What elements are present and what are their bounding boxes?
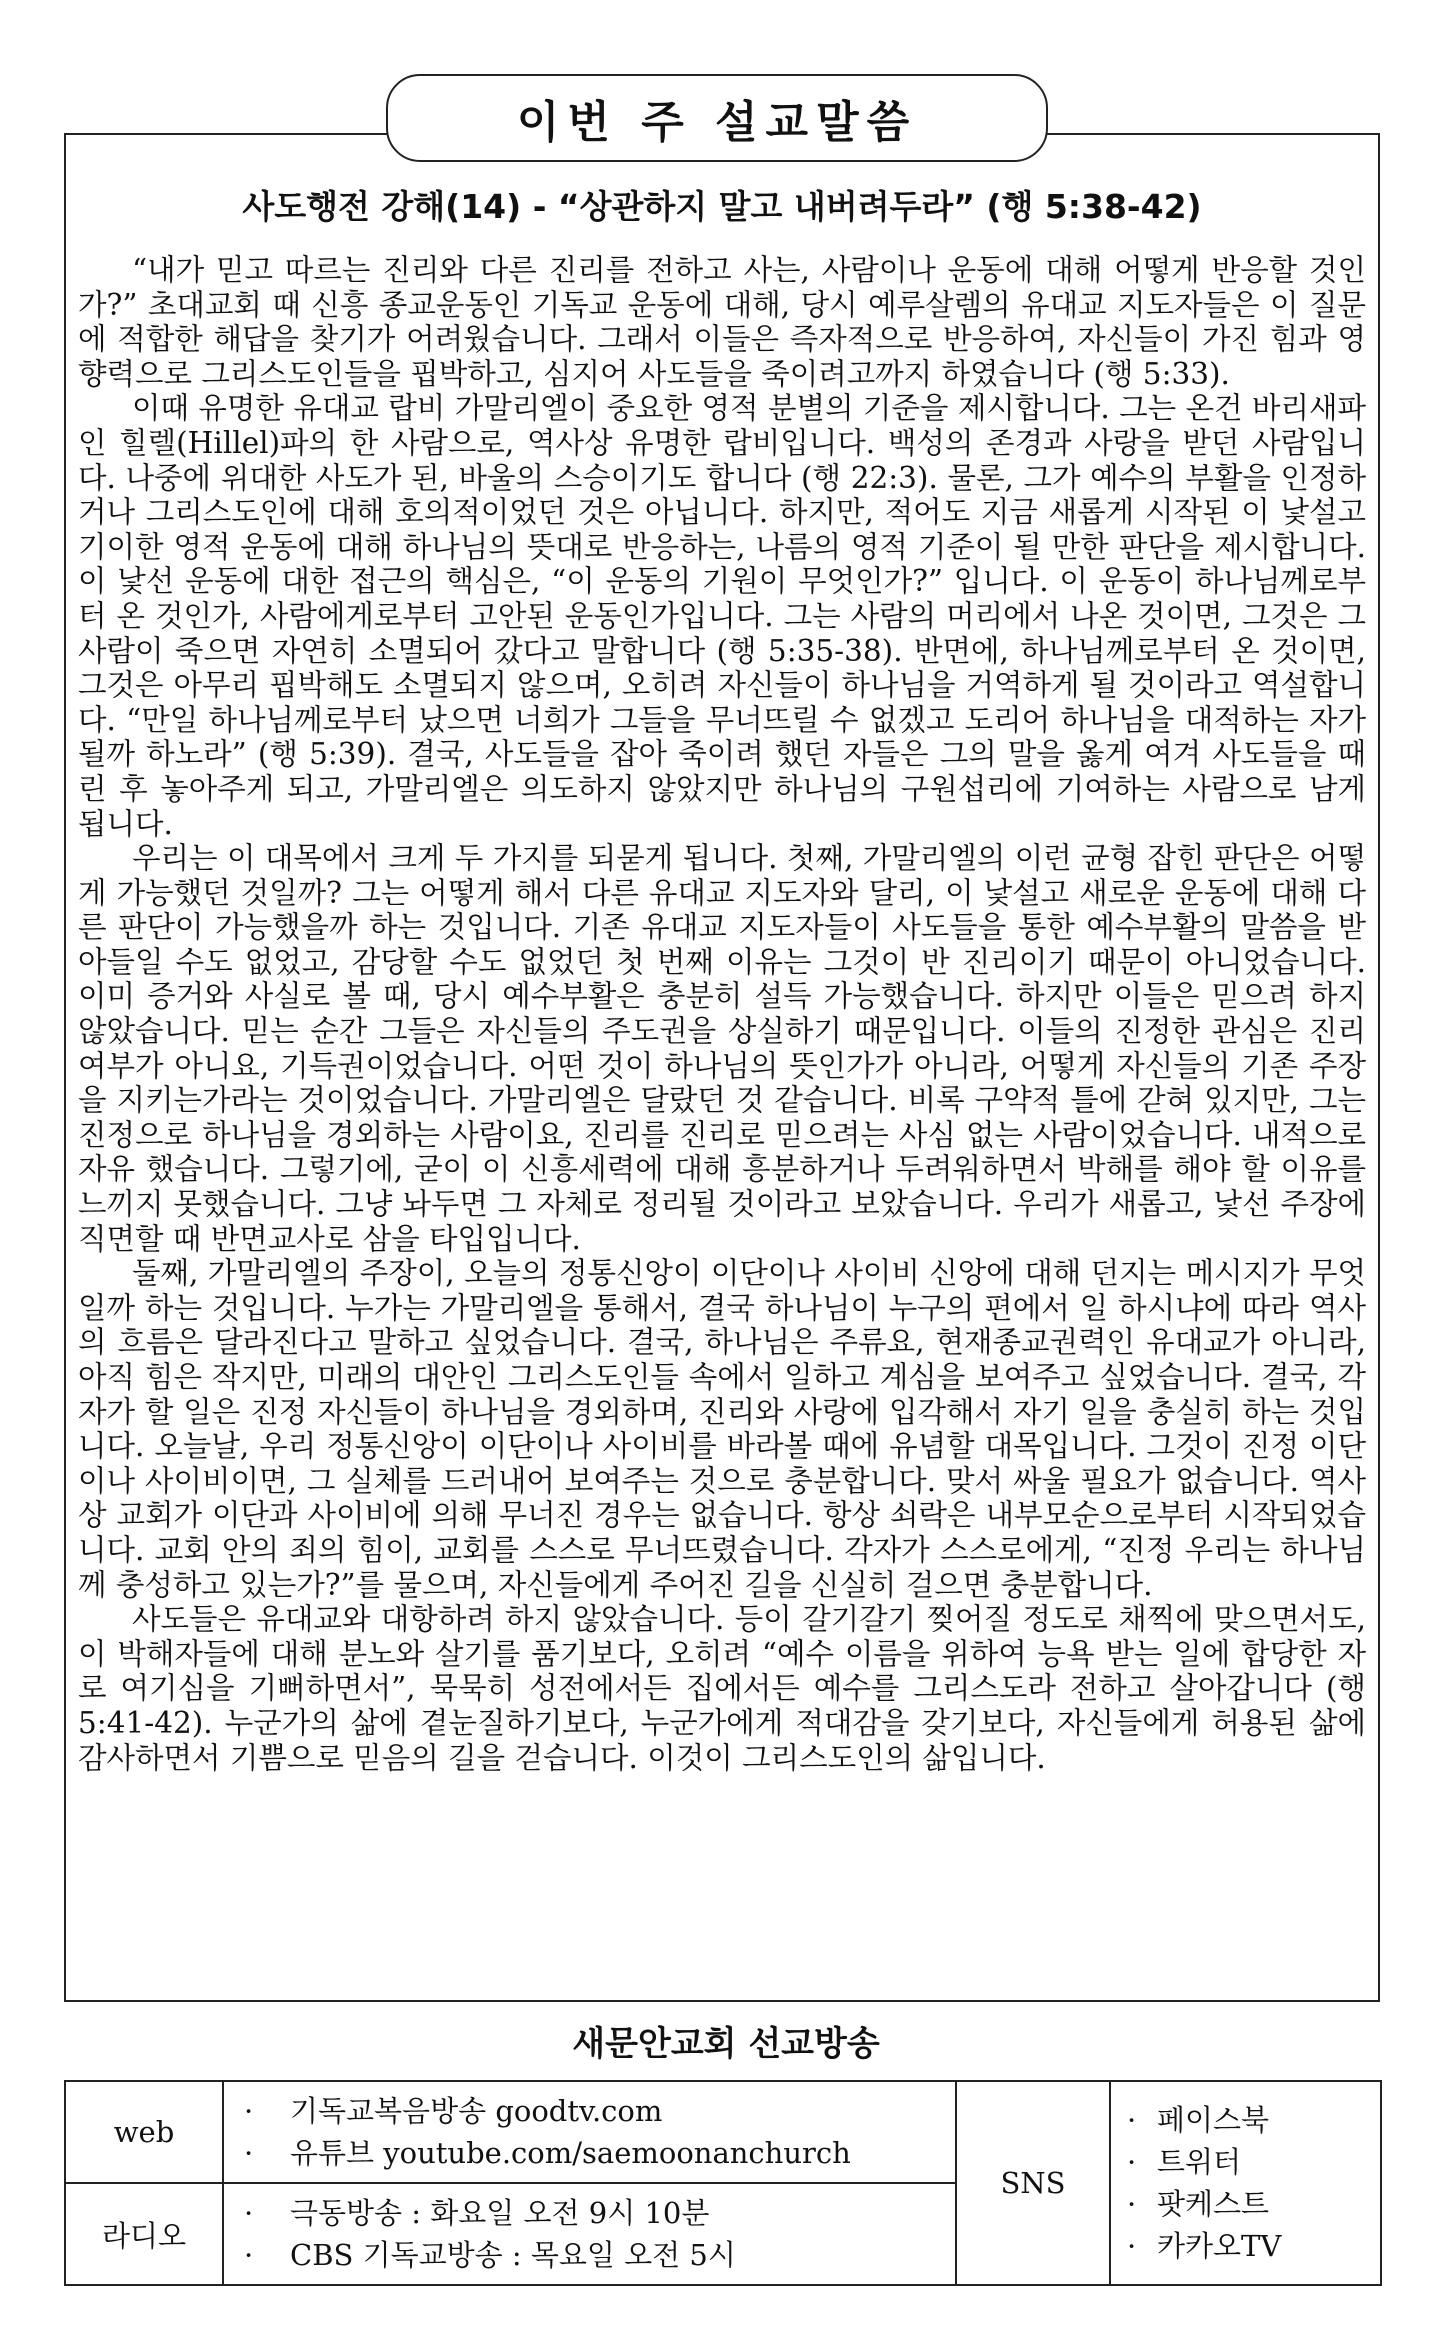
list-item — [244, 2132, 955, 2174]
radio-item-febc: 극동방송 : 화요일 오전 9시 10분 — [290, 2196, 710, 2230]
bullet-icon: · — [1127, 2187, 1137, 2221]
broadcast-row-web — [65, 2081, 1381, 2183]
web-label: web — [65, 2081, 223, 2183]
sns-items — [1110, 2081, 1381, 2285]
list-item — [1127, 2099, 1380, 2141]
sermon-paragraph: 이때 유명한 유대교 랍비 가말리엘이 중요한 영적 분별의 기준을 제시합니다. 그는 온건 바리새파인 힐렐(Hillel)파의 한 사람으로, 역사상 유명한 랍비입니다. 백성의 존경과 사랑을 받던 사람입니다. 나중에 위대한 사도가 된, 바울의 스승이기도 합니다 (행 22:3). 물론, 그가 예수의 부활을 인정하거나 그리스도인에 대해 호의적이었던 것은 아닙니다. 하지만, 적어도 지금 새롭게 시작된 이 낯설고 기이한 영적 운동에 대해 하나님의 뜻대로 반응하는, 나름의 영적 기준이 될 만한 판단을 제시합니다. 이 낯선 운동에 대한 접근의 핵심은, “이 운동의 기원이 무엇인가?” 입니다. 이 운동이 하나님께로부터 온 것인가, 사람에게로부터 고안된 운동인가입니다. 그는 사람의 머리에서 나온 것이면, 그것은 그 사람이 죽으면 자연히 소멸되어 갔다고 말합니다 (행 5:35-38). 반면에, 하나님께로부터 온 것이면, 그것은 아무리 핍박해도 소멸되지 않으며, 오히려 자신들이 하나님을 거역하게 될 것이라고 역설합니다. “만일 하나님께로부터 났으면 너희가 그들을 무너뜨릴 수 없겠고 도리어 하나님을 대적하는 자가 될까 하노라” (행 5:39). 결국, 사도들을 잡아 죽이려 했던 자들은 그의 말을 옳게 여겨 사도들을 때린 후 놓아주게 되고, 가말리엘은 의도하지 않았지만 하나님의 구원섭리에 기여하는 사람으로 남게 됩니다. — [78, 391, 1366, 841]
list-item — [1127, 2141, 1380, 2183]
sns-item-kakaotv: 카카오TV — [1157, 2229, 1282, 2263]
sermon-paragraph: “내가 믿고 따르는 진리와 다른 진리를 전하고 사는, 사람이나 운동에 대해 어떻게 반응할 것인가?” 초대교회 때 신흥 종교운동인 기독교 운동에 대해, 당시 예루살렘의 유대교 지도자들은 이 질문에 적합한 해답을 찾기가 어려웠습니다. 그래서 이들은 즉자적으로 반응하여, 자신들이 가진 힘과 영향력으로 그리스도인들을 핍박하고, 심지어 사도들을 죽이려고까지 하였습니다 (행 5:33). — [78, 253, 1366, 391]
sermon-body — [78, 253, 1366, 1775]
list-item — [244, 2234, 955, 2276]
bullet-icon: · — [1127, 2103, 1137, 2137]
section-title: 이번 주 설교말씀 — [516, 97, 918, 148]
web-item-goodtv: 기독교복음방송 goodtv.com — [290, 2094, 663, 2128]
web-item-youtube: 유튜브 youtube.com/saemoonanchurch — [290, 2136, 851, 2170]
broadcast-title: 새문안교회 선교방송 — [572, 2024, 880, 2064]
web-items — [223, 2081, 956, 2183]
bullet-icon: · — [1127, 2145, 1137, 2179]
sns-item-twitter: 트위터 — [1157, 2145, 1242, 2179]
list-item — [244, 2192, 955, 2234]
sns-item-facebook: 페이스북 — [1157, 2103, 1270, 2137]
sns-item-podcast: 팟케스트 — [1157, 2187, 1270, 2221]
list-item — [244, 2090, 955, 2132]
bullet-icon: · — [1127, 2229, 1137, 2263]
list-item — [1127, 2225, 1380, 2267]
list-item — [1127, 2183, 1380, 2225]
sermon-heading: 사도행전 강해(14) - “상관하지 말고 내버려두라” (행 5:38-42) — [242, 187, 1202, 226]
radio-items — [223, 2183, 956, 2285]
sermon-paragraph: 우리는 이 대목에서 크게 두 가지를 되묻게 됩니다. 첫째, 가말리엘의 이런 균형 잡힌 판단은 어떻게 가능했던 것일까? 그는 어떻게 해서 다른 유대교 지도자와 달리, 이 낯설고 새로운 운동에 대해 다른 판단이 가능했을까 하는 것입니다. 기존 유대교 지도자들이 사도들을 통한 예수부활의 말씀을 받아들일 수도 없었고, 감당할 수도 없었던 첫 번째 이유는 그것이 반 진리이기 때문이 아니었습니다. 이미 증거와 사실로 볼 때, 당시 예수부활은 충분히 설득 가능했습니다. 하지만 이들은 믿으려 하지 않았습니다. 믿는 순간 그들은 자신들의 주도권을 상실하기 때문입니다. 이들의 진정한 관심은 진리 여부가 아니요, 기득권이었습니다. 어떤 것이 하나님의 뜻인가가 아니라, 어떻게 자신들의 기존 주장을 지키는가라는 것이었습니다. 가말리엘은 달랐던 것 같습니다. 비록 구약적 틀에 갇혀 있지만, 그는 진정으로 하나님을 경외하는 사람이요, 진리를 진리로 믿으려는 사심 없는 사람이었습니다. 내적으로 자유 했습니다. 그렇기에, 굳이 이 신흥세력에 대해 흥분하거나 두려워하면서 박해를 해야 할 이유를 느끼지 못했습니다. 그냥 놔두면 그 자체로 정리될 것이라고 보았습니다. 우리가 새롭고, 낯선 주장에 직면할 때 반면교사로 삼을 타입입니다. — [78, 841, 1366, 1256]
section-title-box — [386, 74, 1048, 162]
bullet-icon: · — [244, 2136, 254, 2170]
sermon-box — [64, 133, 1380, 2002]
sermon-paragraph: 사도들은 유대교와 대항하려 하지 않았습니다. 등이 갈기갈기 찢어질 정도로 채찍에 맞으면서도, 이 박해자들에 대해 분노와 살기를 품기보다, 오히려 “예수 이름을 위하여 능욕 받는 일에 합당한 자로 여기심을 기뻐하면서”, 묵묵히 성전에서든 집에서든 예수를 그리스도라 전하고 살아갑니다 (행 5:41-42). 누군가의 삶에 곁눈질하기보다, 누군가에게 적대감을 갖기보다, 자신들에게 허용된 삶에 감사하면서 기쁨으로 믿음의 길을 걷습니다. 이것이 그리스도인의 삶입니다. — [78, 1602, 1366, 1775]
radio-item-cbs: CBS 기독교방송 : 목요일 오전 5시 — [290, 2238, 736, 2272]
sermon-paragraph: 둘째, 가말리엘의 주장이, 오늘의 정통신앙이 이단이나 사이비 신앙에 대해 던지는 메시지가 무엇일까 하는 것입니다. 누가는 가말리엘을 통해서, 결국 하나님이 누구의 편에서 일 하시냐에 따라 역사의 흐름은 달라진다고 말하고 싶었습니다. 결국, 하나님은 주류요, 현재종교권력인 유대교가 아니라, 아직 힘은 작지만, 미래의 대안인 그리스도인들 속에서 일하고 계심을 보여주고 싶었습니다. 결국, 각자가 할 일은 진정 자신들이 하나님을 경외하며, 진리와 사랑에 입각해서 자기 일을 충실히 하는 것입니다. 오늘날, 우리 정통신앙이 이단이나 사이비를 바라볼 때에 유념할 대목입니다. 그것이 진정 이단이나 사이비이면, 그 실체를 드러내어 보여주는 것으로 충분합니다. 맞서 싸울 필요가 없습니다. 역사상 교회가 이단과 사이비에 의해 무너진 경우는 없습니다. 항상 쇠락은 내부모순으로부터 시작되었습니다. 교회 안의 죄의 힘이, 교회를 스스로 무너뜨렸습니다. 각자가 스스로에게, “진정 우리는 하나님께 충성하고 있는가?”를 물으며, 자신들에게 주어진 길을 신실히 걸으면 충분합니다. — [78, 1256, 1366, 1602]
bullet-icon: · — [244, 2196, 254, 2230]
broadcast-table — [64, 2080, 1382, 2286]
sns-label: SNS — [956, 2081, 1110, 2285]
bullet-icon: · — [244, 2238, 254, 2272]
bullet-icon: · — [244, 2094, 254, 2128]
radio-label: 라디오 — [65, 2183, 223, 2285]
